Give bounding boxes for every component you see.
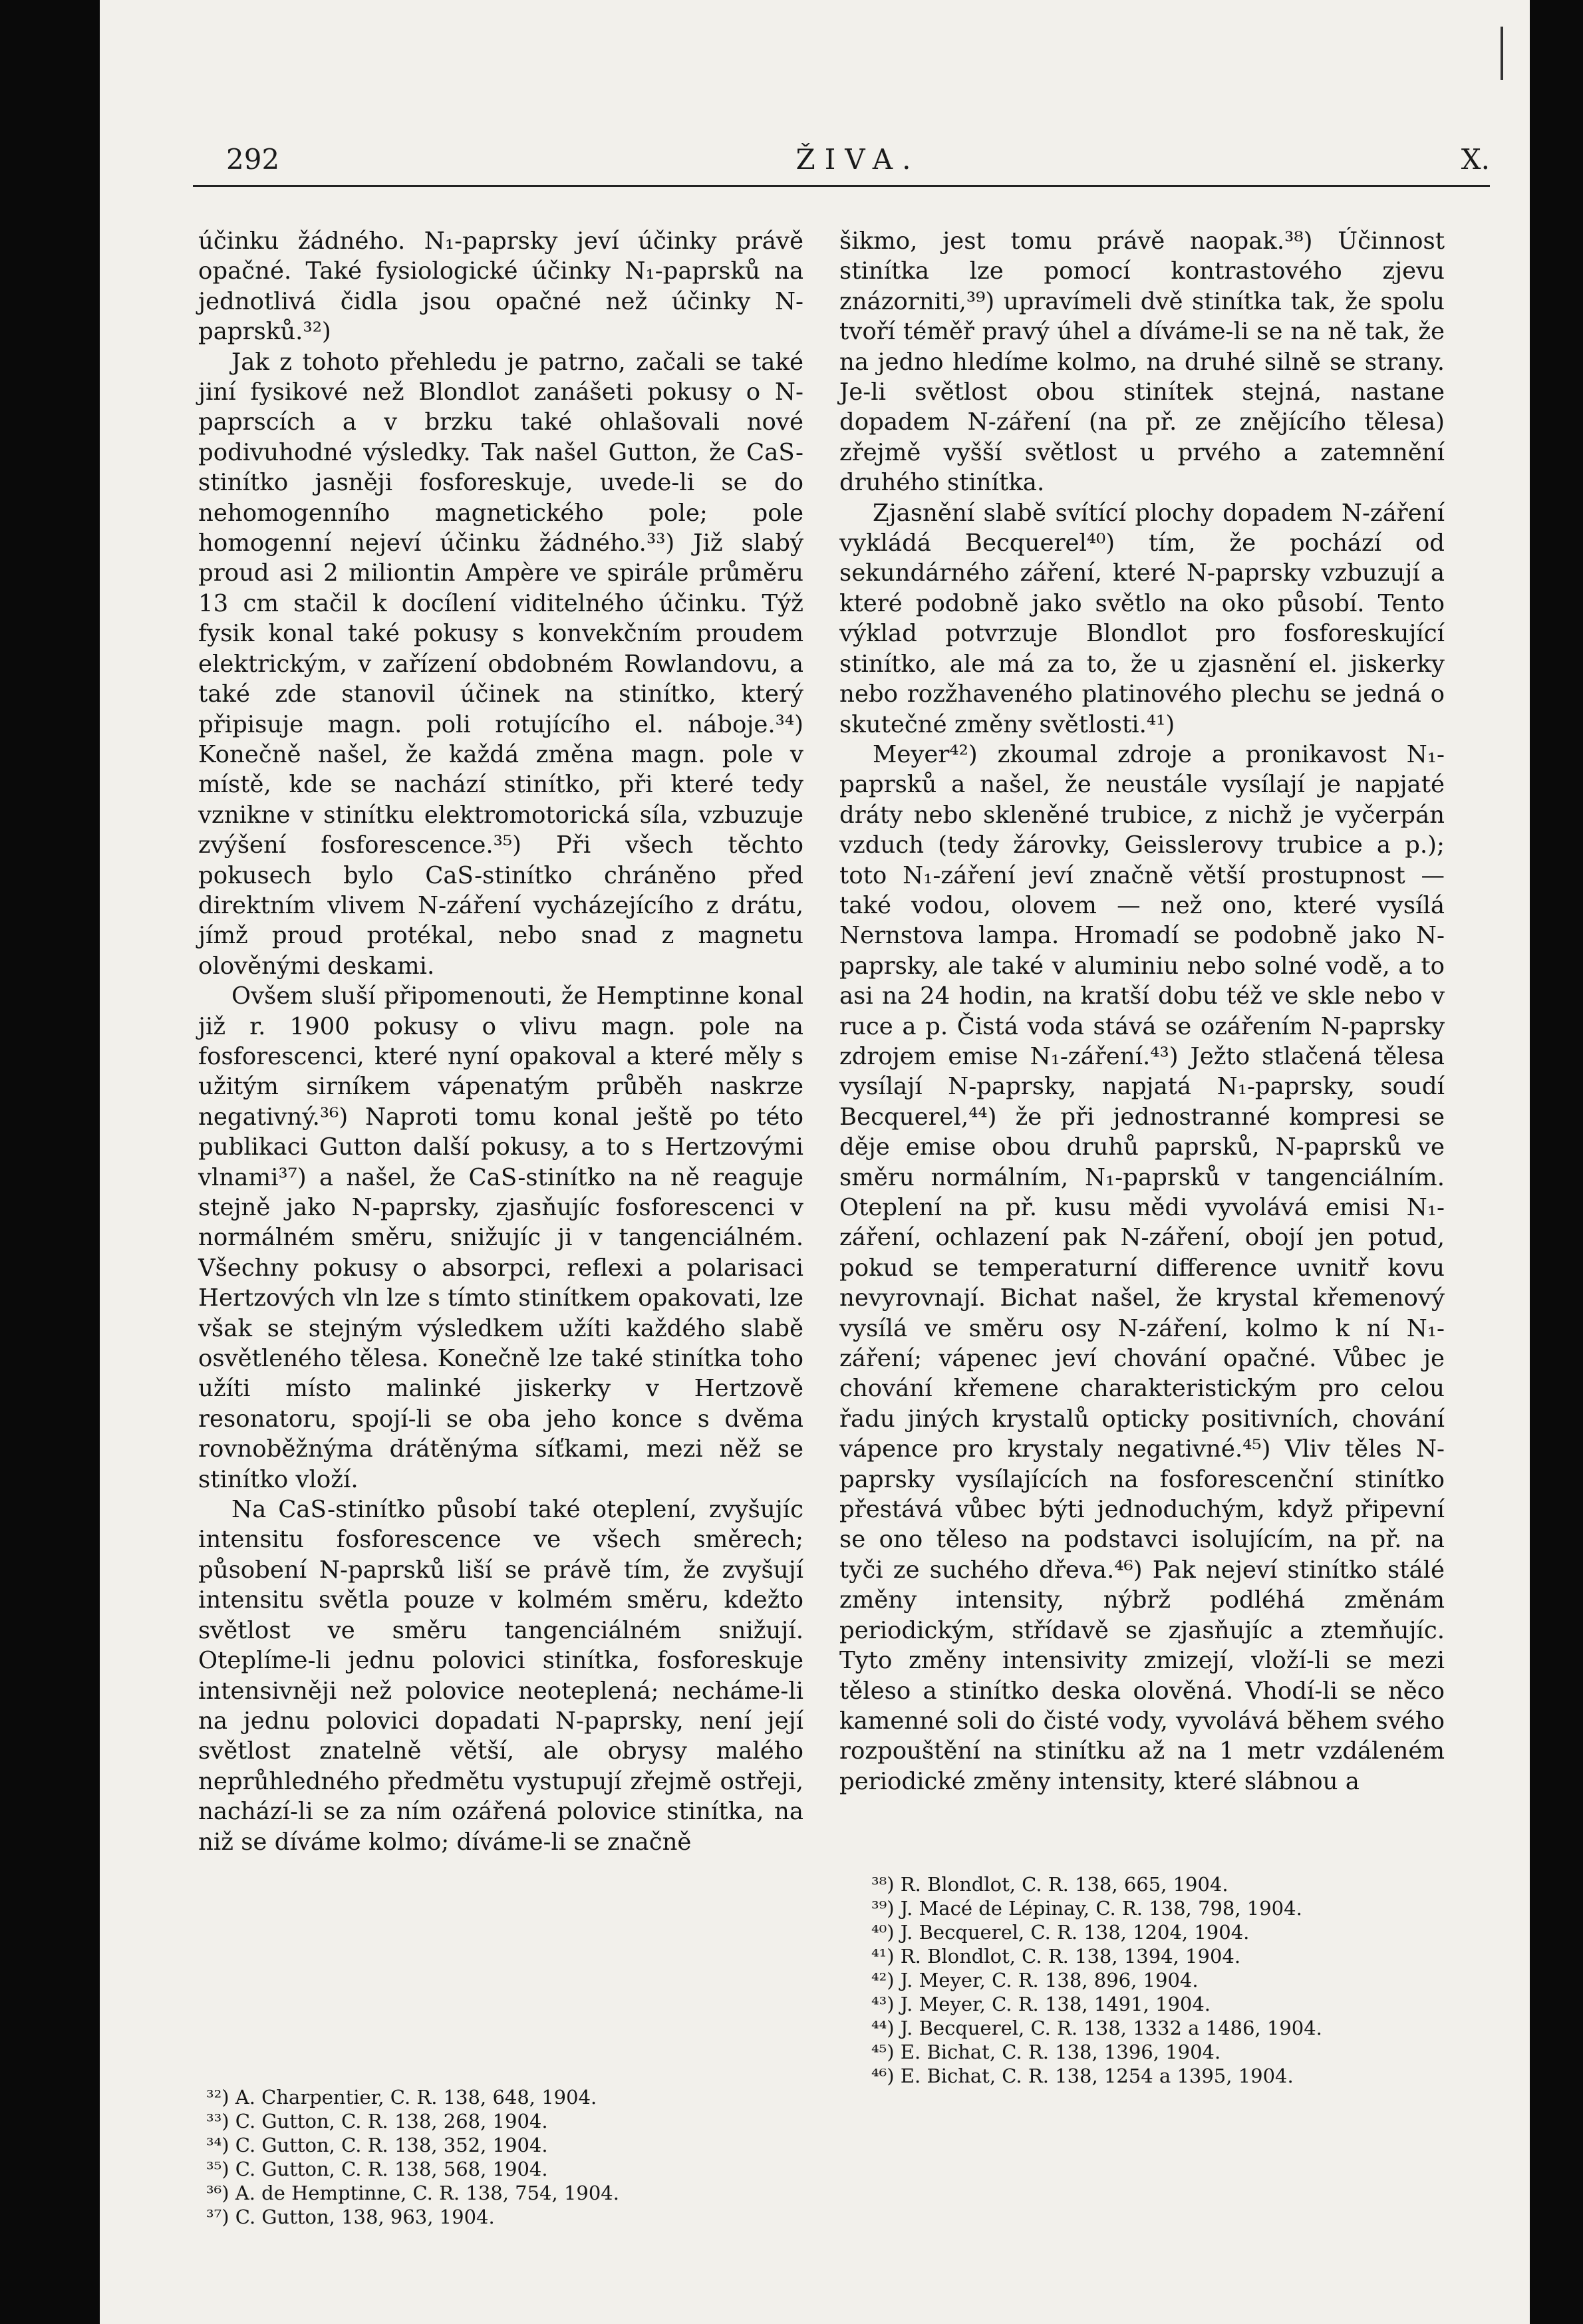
footnote: ³³) C. Gutton, C. R. 138, 268, 1904. xyxy=(206,2110,548,2132)
page-number: 292 xyxy=(226,143,280,176)
scanned-page xyxy=(100,0,1530,2324)
right-column xyxy=(839,226,1445,1797)
paragraph: Na CaS-stinítko působí také oteplení, zvyšujíc intensitu fosforescence ve všech směrech; působení N-paprsků liší se právě tím, že zvyšují intensitu světla pouze v kolmém směru, kdežto světlost ve směru tangenciálném snižují. Oteplíme-li jednu polovici stinítka, fosforeskuje intensivněji než polovice neoteplená; necháme-li na jednu polovici dopadati N-paprsky, není její světlost znatelně větší, ale obrysy malého neprůhledného předmětu vystupují zřejmě ostřeji, nachází-li se za ním ozářená polovice stinítka, na niž se díváme kolmo; díváme-li se značně xyxy=(198,1496,803,1856)
paragraph: účinku žádného. N₁-paprsky jeví účinky právě opačné. Také fysiologické účinky N₁-paprsků na jednotlivá čidla jsou opačné než účinky N-paprsků.³²) xyxy=(198,227,803,346)
footnote: ³⁷) C. Gutton, 138, 963, 1904. xyxy=(206,2206,495,2228)
paragraph: Zjasnění slabě svítící plochy dopadem N-záření vykládá Becquerel⁴⁰) tím, že pochází od sekundárného záření, které N-paprsky vzbuzují a které podobně jako světlo na oko působí. Tento výklad potvrzuje Blondlot pro fosforeskující stinítko, ale má za to, že u zjasnění el. jiskerky nebo rozžhaveného platinového plechu se jedná o skutečné změny světlosti.⁴¹) xyxy=(839,499,1445,738)
footnote: ⁴¹) R. Blondlot, C. R. 138, 1394, 1904. xyxy=(871,1945,1241,1967)
left-column xyxy=(198,226,803,1857)
footnotes-left xyxy=(206,2085,805,2229)
paragraph: Jak z tohoto přehledu je patrno, začali se také jiní fysikové než Blondlot zanášeti pokusy o N-paprscích a v brzku také ohlašovali nové podivuhodné výsledky. Tak našel Gutton, že CaS-stinítko jasněji fosforeskuje, uvede-li se do nehomogenního magnetického pole; pole homogenní nejeví účinku žádného.³³) Již slabý proud asi 2 miliontin Ampère ve spirále průměru 13 cm stačil k docílení viditelného účinku. Týž fysik konal také pokusy s konvekčním proudem elektrickým, v zařízení obdobném Rowlandovu, a také zde stanovil účinek na stinítko, který připisuje magn. poli rotujícího el. náboje.³⁴) Konečně našel, že každá změna magn. pole v místě, kde se nachází stinítko, při které tedy vznikne v stinítku elektromotorická síla, vzbuzuje zvýšení fosforescence.³⁵) Při všech těchto pokusech bylo CaS-stinítko chráněno před direktním vlivem N-záření vycházejícího z drátu, jímž proud protékal, nebo snad z magnetu olověnými deskami. xyxy=(198,348,803,980)
footnotes-right xyxy=(871,1872,1470,2088)
journal-title: ŽIVA. xyxy=(795,143,921,176)
footnote: ³⁸) R. Blondlot, C. R. 138, 665, 1904. xyxy=(871,1873,1228,1896)
paragraph: šikmo, jest tomu právě naopak.³⁸) Účinnost stinítka lze pomocí kontrastového zjevu znázorniti,³⁹) upravímeli dvě stinítka tak, že spolu tvoří téměř pravý úhel a díváme-li se na ně tak, že na jedno hledíme kolmo, na druhé silně se strany. Je-li světlost obou stinítek stejná, nastane dopadem N-záření (na př. ze znějícího tělesa) zřejmě vyšší světlost u prvého a zatemnění druhého stinítka. xyxy=(839,227,1445,497)
footnote: ⁴⁰) J. Becquerel, C. R. 138, 1204, 1904. xyxy=(871,1921,1250,1944)
footnote: ⁴²) J. Meyer, C. R. 138, 896, 1904. xyxy=(871,1969,1199,1991)
footnote: ³⁴) C. Gutton, C. R. 138, 352, 1904. xyxy=(206,2134,548,2156)
paragraph: Ovšem sluší připomenouti, že Hemptinne konal již r. 1900 pokusy o vlivu magn. pole na fosforescenci, které nyní opakoval a které měly s užitým sirníkem vápenatým průběh naskrze negativný.³⁶) Naproti tomu konal ještě po této publikaci Gutton další pokusy, a to s Hertzovými vlnami³⁷) a našel, že CaS-stinítko na ně reaguje stejně jako N-paprsky, zjasňujíc fosforescenci v normálném směru, snižujíc ji v tangenciálném. Všechny pokusy o absorpci, reflexi a polarisaci Hertzových vln lze s tímto stinítkem opakovati, lze však se stejným výsledkem užíti každého slabě osvětleného tělesa. Konečně lze také stinítka toho užíti místo malinké jiskerky v Hertzově resonatoru, spojí-li se oba jeho konce s dvěma rovnoběžnýma drátěnýma síťkami, mezi něž se stinítko vloží. xyxy=(198,982,803,1493)
footnote: ³⁵) C. Gutton, C. R. 138, 568, 1904. xyxy=(206,2158,548,2180)
header-rule xyxy=(193,185,1490,187)
volume-number: X. xyxy=(1461,143,1490,176)
footnote: ⁴³) J. Meyer, C. R. 138, 1491, 1904. xyxy=(871,1993,1211,2015)
paragraph: Meyer⁴²) zkoumal zdroje a pronikavost N₁-paprsků a našel, že neustále vysílají je napjaté dráty nebo skleněné trubice, z nichž je vyčerpán vzduch (tedy žárovky, Geisslerovy trubice a p.); toto N₁-záření jeví značně větší prostupnost — také vodou, olovem — než ono, které vysílá Nernstova lampa. Hromadí se podobně jako N-paprsky, ale také v aluminiu nebo solné vodě, a to asi na 24 hodin, na kratší dobu též ve skle nebo v ruce a p. Čistá voda stává se ozářením N-paprsky zdrojem emise N₁-záření.⁴³) Ježto stlačená tělesa vysílají N-paprsky, napjatá N₁-paprsky, soudí Becquerel,⁴⁴) že při jednostranné kompresi se děje emise obou druhů paprsků, N-paprsků ve směru normálním, N₁-paprsků v tangenciálním. Oteplení na př. kusu mědi vyvolává emisi N₁-záření, ochlazení pak N-záření, obojí jen potud, pokud se temperaturní difference uvnitř kovu nevyrovnají. Bichat našel, že krystal křemenový vysílá ve směru osy N-záření, kolmo k ní N₁-záření; vápenec jeví chování opačné. Vůbec je chování křemene charakteristickým pro celou řadu jiných krystalů opticky positivních, chování vápence pro krystaly negativné.⁴⁵) Vliv těles N-paprsky vysílajících na fosforescenční stinítko přestává vůbec býti jednoduchým, když připevní se ono těleso na podstavci isolujícím, na př. na tyči ze suchého dřeva.⁴⁶) Pak nejeví stinítko stálé změny intensity, nýbrž podléhá změnám periodickým, střídavě se zjasňujíc a ztemňujíc. Tyto změny intensivity zmizejí, vloží-li se mezi těleso a stinítko deska olověná. Vhodí-li se něco kamenné soli do čisté vody, vyvolává během svého rozpouštění na stinítku až na 1 metr vzdáleném periodické změny intensity, které slábnou a xyxy=(839,740,1445,1795)
footnote: ³²) A. Charpentier, C. R. 138, 648, 1904. xyxy=(206,2086,597,2108)
footnote: ⁴⁶) E. Bichat, C. R. 138, 1254 a 1395, 1904. xyxy=(871,2065,1294,2087)
scan-edge-mark xyxy=(1501,27,1503,80)
footnote: ⁴⁴) J. Becquerel, C. R. 138, 1332 a 1486, 1904. xyxy=(871,2017,1322,2039)
page-header xyxy=(226,143,1490,183)
footnote: ³⁶) A. de Hemptinne, C. R. 138, 754, 1904. xyxy=(206,2182,619,2204)
footnote: ⁴⁵) E. Bichat, C. R. 138, 1396, 1904. xyxy=(871,2041,1221,2063)
footnote: ³⁹) J. Macé de Lépinay, C. R. 138, 798, 1904. xyxy=(871,1897,1302,1920)
